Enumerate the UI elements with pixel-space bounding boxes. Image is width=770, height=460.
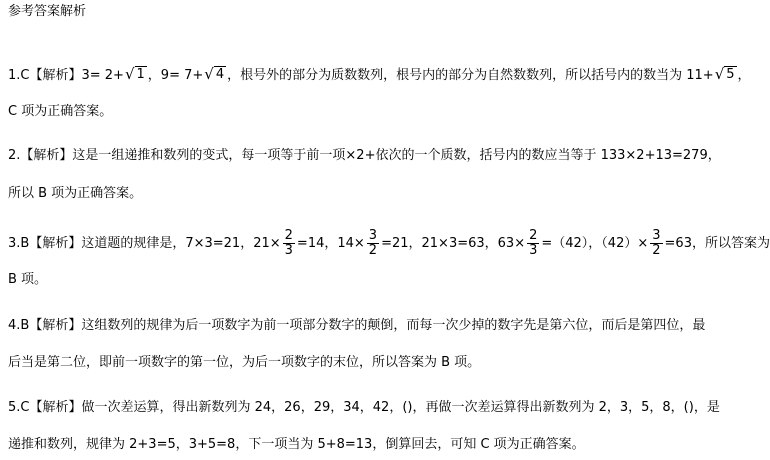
sqrt-5-radicand: 5 [726,67,735,82]
answer-3-text-a: 3.B【解析】这道题的规律是，7×3=21，21× [8,236,281,251]
answer-1-text-c: ，根号外的部分为质数数列，根号内的部分为自然数数列，所以括号内的数当为 11+ [227,68,714,83]
answer-1-line-2: C 项为正确答案。 [8,104,113,119]
fraction-denominator: 2 [368,243,378,258]
fraction-numerator: 2 [529,228,538,243]
answer-3-text-b: =14，14× [296,236,365,251]
sqrt-5: √ 5 [714,65,735,83]
sqrt-1-radicand: 1 [136,67,145,82]
answer-3-line-1 [8,222,770,266]
fraction-2-3-a [283,229,295,258]
answer-2-line-1: 2.【解析】这是一组递推和数列的变式，每一项等于前一项×2+依次的一个质数，括号内的数应当等于 133×2+13=279， [8,148,721,163]
fraction-numerator: 3 [368,228,378,243]
answer-2-line-2: 所以 B 项为正确答案。 [8,186,143,201]
sqrt-4-radicand: 4 [215,67,225,82]
sqrt-1: √ 1 [124,65,145,83]
fraction-denominator: 2 [652,243,661,258]
fraction-numerator: 2 [284,228,293,243]
answer-3-text-d: =（42），（42）× [541,236,649,251]
answer-1-text-d: ， [737,68,751,83]
fraction-2-3-b [527,229,539,258]
page-title: 参考答案解析 [8,4,87,19]
fraction-denominator: 3 [284,243,293,258]
answer-5-line-2: 递推和数列，规律为 2+3=5，3+5=8，下一项当为 5+8=13，倒算回去，可知 C 项为正确答案。 [8,437,585,452]
answer-5-line-1: 5.C【解析】做一次差运算，得出新数列为 24，26，29，34，42，()，再做一次差运算得出新数列为 2，3，5，8，()，是 [8,400,720,415]
fraction-3-2-a [367,229,379,258]
answer-1-text-b: ，9= 7+ [147,68,204,83]
answer-1-text-a: 1.C【解析】3= 2+ [8,68,124,83]
fraction-denominator: 3 [529,243,538,258]
fraction-numerator: 3 [652,228,661,243]
answer-3-text-e: =63，所以答案为 [664,236,770,251]
fraction-3-2-b [650,229,662,258]
answer-1-line-1 [8,66,751,84]
answer-3-text-c: =21，21×3=63，63× [381,236,526,251]
sqrt-4: √ 4 [204,65,225,83]
answer-3-line-2: B 项。 [8,272,48,287]
answer-4-line-2: 后当是第二位，即前一项数字的第一位，为后一项数字的末位，所以答案为 B 项。 [8,355,481,370]
answer-4-line-1: 4.B【解析】这组数列的规律为后一项数字为前一项部分数字的颠倒，而每一次少掉的数字先是第六位，而后是第四位，最 [8,318,706,333]
